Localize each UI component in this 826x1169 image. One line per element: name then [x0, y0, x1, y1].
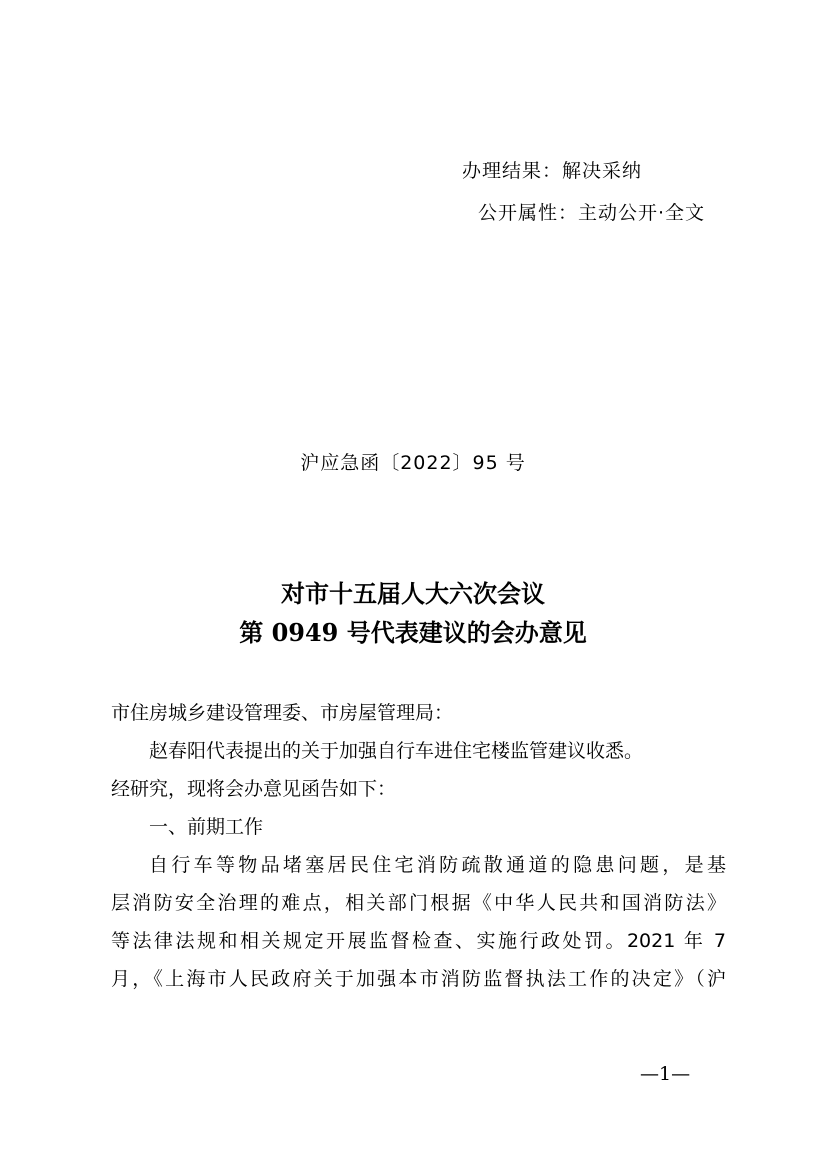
paragraph-2-line-2: 层消防安全治理的难点，相关部门根据《中华人民共和国消防法》 [111, 892, 726, 914]
document-title-line-2: 第 0949 号代表建议的会办意见 [239, 618, 587, 647]
paragraph-2-line-3: 等法律法规和相关规定开展监督检查、实施行政处罚。2021 年 7 [111, 930, 726, 952]
disclosure-attribute: 公开属性：主动公开·全文 [478, 202, 706, 224]
paragraph-2-line-4: 月，《上海市人民政府关于加强本市消防监督执法工作的决定》（沪 [111, 968, 726, 990]
section-heading-1: 一、前期工作 [149, 816, 264, 838]
document-title-line-1: 对市十五届人大六次会议 [281, 579, 545, 608]
paragraph-1-line-1: 赵春阳代表提出的关于加强自行车进住宅楼监管建议收悉。 [149, 740, 644, 762]
document-number: 沪应急函〔2022〕95 号 [300, 452, 526, 474]
handling-result: 办理结果：解决采纳 [462, 160, 643, 182]
paragraph-2-line-1: 自行车等物品堵塞居民住宅消防疏散通道的隐患问题，是基 [149, 854, 726, 876]
paragraph-1-line-2: 经研究，现将会办意见函告如下： [111, 778, 397, 800]
addressee: 市住房城乡建设管理委、市房屋管理局： [111, 702, 454, 724]
page-number: —1— [640, 1063, 691, 1085]
